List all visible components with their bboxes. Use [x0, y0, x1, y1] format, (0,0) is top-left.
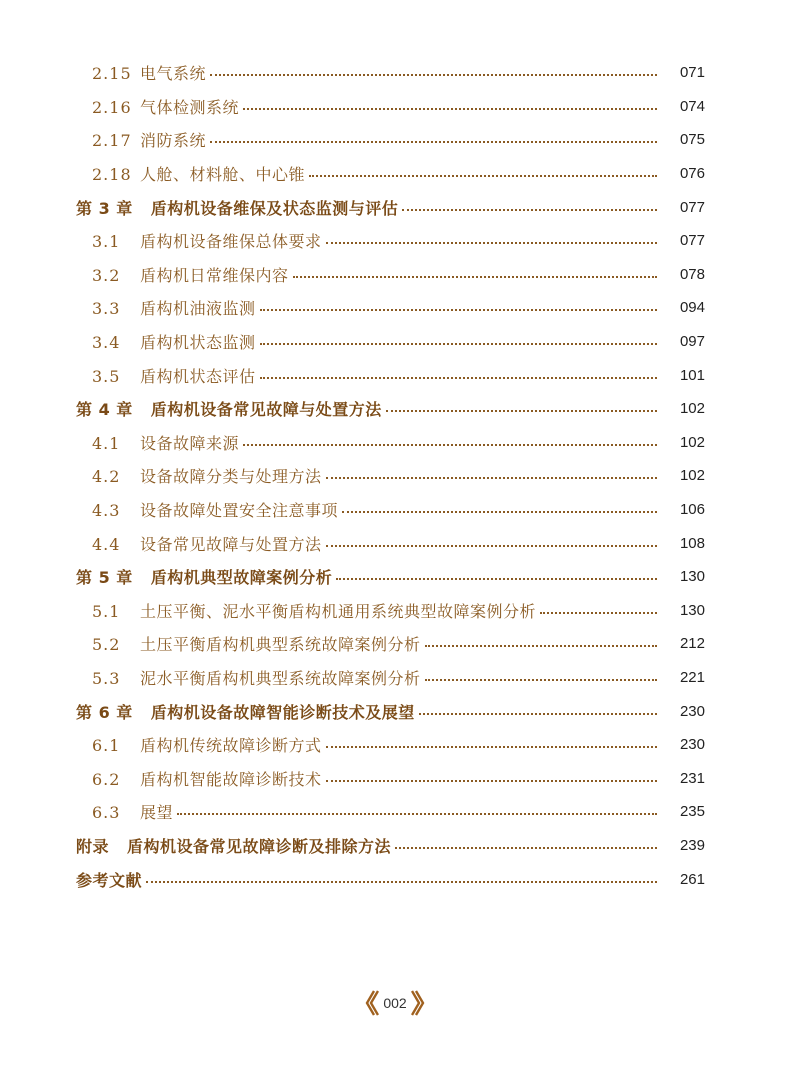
- toc-section-entry[interactable]: [0, 459, 790, 493]
- toc-entry-page: 212: [679, 635, 705, 653]
- dot-leader: [243, 107, 657, 110]
- toc-entry-page: 106: [679, 501, 705, 519]
- dot-leader: [402, 208, 657, 211]
- toc-entry-title: 盾构机智能故障诊断技术: [140, 769, 322, 789]
- toc-chapter-entry[interactable]: [0, 392, 790, 426]
- toc-entry-title: 盾构机设备维保及状态监测与评估: [150, 198, 399, 218]
- toc-entry-number: 6.2: [92, 769, 121, 789]
- toc-entry-number: 第 5 章: [76, 568, 133, 588]
- toc-entry-number: 5.3: [92, 668, 121, 688]
- toc-entry-label: [92, 61, 206, 84]
- toc-entry-page: 108: [679, 534, 705, 552]
- toc-entry-page: 231: [679, 769, 705, 787]
- toc-section-entry[interactable]: [0, 123, 790, 157]
- page-number: 002: [383, 995, 407, 1011]
- toc-entry-label: [92, 263, 289, 286]
- toc-entry-number: 3.5: [92, 366, 121, 386]
- toc-chapter-entry[interactable]: [0, 829, 790, 863]
- toc-entry-label: [92, 498, 338, 521]
- toc-entry-page: 076: [679, 165, 705, 183]
- toc-entry-label: [92, 532, 322, 555]
- toc-section-entry[interactable]: [0, 493, 790, 527]
- toc-entry-page: 102: [679, 400, 705, 418]
- toc-entry-label: [76, 397, 382, 420]
- toc-entry-page: 235: [679, 803, 705, 821]
- toc-entry-number: 4.4: [92, 534, 121, 554]
- dot-leader: [342, 510, 657, 513]
- toc-section-entry[interactable]: [0, 594, 790, 628]
- toc-entry-label: [92, 632, 421, 655]
- toc-entry-title: 参考文献: [76, 870, 143, 890]
- toc-entry-title: 土压平衡、泥水平衡盾构机通用系统典型故障案例分析: [140, 601, 537, 621]
- toc-entry-page: 102: [679, 433, 705, 451]
- toc-entry-title: 盾构机油液监测: [140, 299, 256, 319]
- toc-chapter-entry[interactable]: [0, 560, 790, 594]
- toc-entry-number: 2.16: [92, 97, 132, 117]
- toc-section-entry[interactable]: [0, 661, 790, 695]
- toc-entry-label: [92, 95, 239, 118]
- toc-entry-title: 人舱、材料舱、中心锥: [140, 165, 306, 185]
- toc-entry-number: 3.1: [92, 232, 121, 252]
- toc-entry-page: 130: [679, 568, 705, 586]
- left-double-chevron-icon: [365, 990, 379, 1016]
- toc-section-entry[interactable]: [0, 627, 790, 661]
- toc-entry-number: 附录: [76, 836, 110, 856]
- toc-entry-title: 气体检测系统: [140, 97, 240, 117]
- toc-entry-label: [92, 464, 322, 487]
- toc-section-entry[interactable]: [0, 56, 790, 90]
- toc-chapter-entry[interactable]: [0, 862, 790, 896]
- toc-chapter-entry[interactable]: [0, 190, 790, 224]
- dot-leader: [419, 712, 657, 715]
- dot-leader: [309, 174, 657, 177]
- dot-leader: [210, 140, 657, 143]
- toc-entry-page: 221: [679, 668, 705, 686]
- toc-entry-page: 130: [679, 601, 705, 619]
- right-double-chevron-icon: [411, 990, 425, 1016]
- toc-entry-title: 盾构机日常维保内容: [140, 265, 289, 285]
- toc-entry-label: [76, 565, 332, 588]
- toc-section-entry[interactable]: [0, 325, 790, 359]
- toc-entry-title: 盾构机设备维保总体要求: [140, 232, 322, 252]
- dot-leader: [326, 544, 657, 547]
- dot-leader: [177, 812, 657, 815]
- toc-entry-number: 3.4: [92, 333, 121, 353]
- toc-entry-label: [92, 800, 173, 823]
- toc-entry-page: 074: [679, 97, 705, 115]
- toc-entry-page: 261: [679, 870, 705, 888]
- dot-leader: [293, 275, 657, 278]
- dot-leader: [540, 611, 657, 614]
- toc-entry-page: 101: [679, 366, 705, 384]
- toc-entry-label: [76, 868, 142, 891]
- toc-entry-number: 6.3: [92, 803, 121, 823]
- toc-entry-title: 泥水平衡盾构机典型系统故障案例分析: [140, 668, 421, 688]
- toc-entry-number: 2.18: [92, 165, 132, 185]
- page-footer: [0, 990, 790, 1016]
- toc-entry-title: 盾构机设备常见故障与处置方法: [150, 400, 382, 420]
- toc-entry-title: 消防系统: [140, 131, 207, 151]
- toc-entry-page: 075: [679, 131, 705, 149]
- toc-entry-label: [92, 296, 256, 319]
- toc-entry-page: 077: [679, 198, 705, 216]
- dot-leader: [243, 443, 657, 446]
- toc-entry-number: 2.15: [92, 64, 132, 84]
- toc-chapter-entry[interactable]: [0, 694, 790, 728]
- toc-entry-number: 6.1: [92, 736, 121, 756]
- toc-entry-label: [92, 128, 206, 151]
- dot-leader: [395, 846, 657, 849]
- toc-entry-title: 盾构机设备常见故障诊断及排除方法: [127, 836, 392, 856]
- table-of-contents: [0, 56, 790, 896]
- toc-entry-number: 5.1: [92, 601, 121, 621]
- toc-section-entry[interactable]: [0, 258, 790, 292]
- dot-leader: [326, 476, 657, 479]
- toc-section-entry[interactable]: [0, 728, 790, 762]
- toc-entry-number: 3.3: [92, 299, 121, 319]
- toc-section-entry[interactable]: [0, 761, 790, 795]
- dot-leader: [326, 745, 657, 748]
- toc-entry-label: [92, 364, 256, 387]
- dot-leader: [146, 880, 657, 883]
- toc-entry-number: 第 3 章: [76, 198, 133, 218]
- toc-entry-label: [76, 700, 415, 723]
- toc-entry-label: [92, 330, 256, 353]
- toc-entry-number: 4.2: [92, 467, 121, 487]
- toc-entry-title: 盾构机典型故障案例分析: [150, 568, 333, 588]
- toc-entry-title: 盾构机设备故障智能诊断技术及展望: [150, 702, 415, 722]
- toc-section-entry[interactable]: [0, 795, 790, 829]
- dot-leader: [425, 678, 657, 681]
- toc-entry-label: [76, 834, 391, 857]
- toc-entry-label: [92, 599, 536, 622]
- dot-leader: [260, 376, 657, 379]
- toc-entry-number: 2.17: [92, 131, 132, 151]
- toc-entry-number: 第 4 章: [76, 400, 133, 420]
- toc-entry-title: 土压平衡盾构机典型系统故障案例分析: [140, 635, 421, 655]
- toc-entry-page: 102: [679, 467, 705, 485]
- toc-entry-title: 展望: [140, 803, 174, 823]
- toc-section-entry[interactable]: [0, 358, 790, 392]
- dot-leader: [326, 241, 657, 244]
- toc-entry-number: 3.2: [92, 265, 121, 285]
- toc-section-entry[interactable]: [0, 90, 790, 124]
- toc-entry-label: [76, 196, 398, 219]
- toc-entry-page: 077: [679, 232, 705, 250]
- toc-entry-page: 097: [679, 333, 705, 351]
- toc-entry-title: 设备故障分类与处理方法: [140, 467, 322, 487]
- toc-entry-number: 5.2: [92, 635, 121, 655]
- toc-entry-label: [92, 431, 239, 454]
- toc-entry-label: [92, 666, 421, 689]
- toc-entry-page: 094: [679, 299, 705, 317]
- toc-entry-title: 盾构机状态评估: [140, 366, 256, 386]
- toc-section-entry[interactable]: [0, 224, 790, 258]
- toc-section-entry[interactable]: [0, 426, 790, 460]
- toc-entry-label: [92, 733, 322, 756]
- toc-entry-label: [92, 162, 305, 185]
- toc-entry-label: [92, 229, 322, 252]
- dot-leader: [386, 409, 657, 412]
- toc-entry-page: 078: [679, 265, 705, 283]
- toc-entry-page: 239: [679, 836, 705, 854]
- toc-entry-label: [92, 767, 322, 790]
- dot-leader: [425, 644, 657, 647]
- toc-entry-title: 盾构机状态监测: [140, 333, 256, 353]
- toc-entry-page: 071: [679, 64, 705, 82]
- dot-leader: [260, 308, 657, 311]
- toc-entry-number: 第 6 章: [76, 702, 133, 722]
- toc-entry-title: 电气系统: [140, 64, 207, 84]
- toc-entry-title: 设备故障处置安全注意事项: [140, 501, 339, 521]
- dot-leader: [336, 577, 657, 580]
- toc-section-entry[interactable]: [0, 526, 790, 560]
- toc-section-entry[interactable]: [0, 157, 790, 191]
- dot-leader: [326, 779, 657, 782]
- dot-leader: [260, 342, 657, 345]
- toc-entry-title: 设备常见故障与处置方法: [140, 534, 322, 554]
- toc-entry-page: 230: [679, 702, 705, 720]
- toc-entry-number: 4.1: [92, 433, 121, 453]
- toc-entry-page: 230: [679, 736, 705, 754]
- dot-leader: [210, 73, 657, 76]
- toc-entry-number: 4.3: [92, 501, 121, 521]
- toc-entry-title: 盾构机传统故障诊断方式: [140, 736, 322, 756]
- toc-entry-title: 设备故障来源: [140, 433, 240, 453]
- toc-section-entry[interactable]: [0, 291, 790, 325]
